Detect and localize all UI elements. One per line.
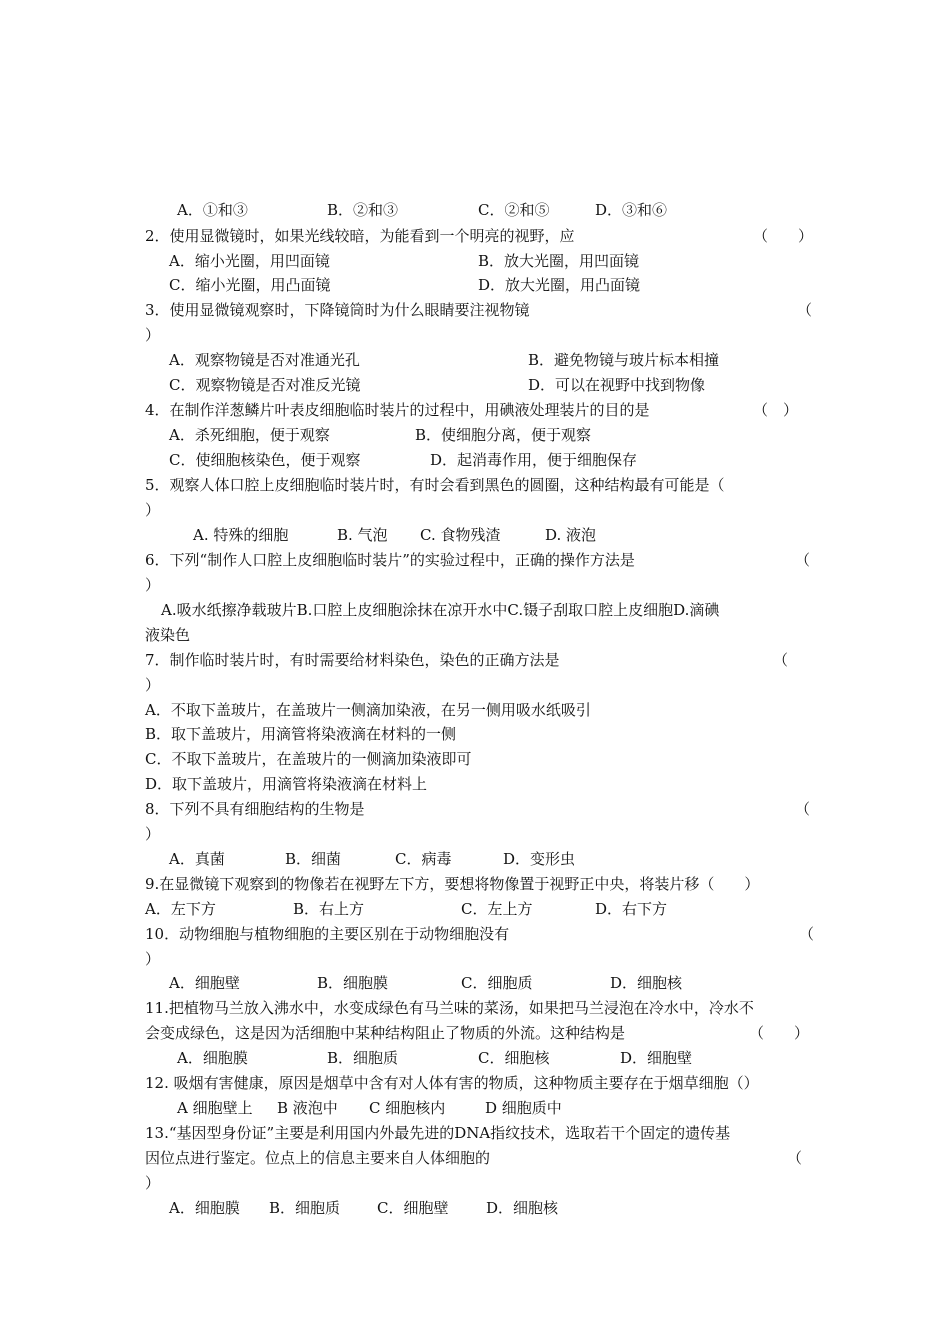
q8-options <box>145 847 813 872</box>
q4-answer-paren: （ ） <box>753 401 799 419</box>
q10-stem: 10．动物细胞与植物细胞的主要区别在于动物细胞没有 <box>145 925 510 943</box>
q2-stem: 2．使用显微镜时，如果光线较暗，为能看到一个明亮的视野，应 <box>145 227 575 245</box>
q9-option-d: D．右下方 <box>595 900 668 918</box>
q7-stem-line <box>145 648 813 673</box>
q3-paren-line <box>145 323 813 348</box>
q10-paren-close: ） <box>145 950 161 968</box>
q12-option-a: A 细胞壁上 <box>177 1099 253 1117</box>
q1-option-d: D．③和⑥ <box>595 201 668 219</box>
q6-options-text-1: A.吸水纸擦净载玻片B.口腔上皮细胞涂抹在凉开水中C.镊子刮取口腔上皮细胞D.滴碘 <box>161 601 720 619</box>
q2-options-row-1 <box>145 249 813 274</box>
q7-paren-close: ） <box>145 676 161 694</box>
q11-option-a: A．细胞膜 <box>177 1049 248 1067</box>
q5-stem-line <box>145 473 813 498</box>
q6-options-line-2 <box>145 623 813 648</box>
q1-options <box>145 198 813 223</box>
q13-option-c: C．细胞壁 <box>377 1199 449 1217</box>
q10-paren-line <box>145 947 813 972</box>
q13-stem-1: 13.“基因型身份证”主要是利用国内外最先进的DNA指纹技术，选取若干个固定的遗传基 <box>145 1124 731 1142</box>
q7-option-a: A．不取下盖玻片，在盖玻片一侧滴加染液，在另一侧用吸水纸吸引 <box>145 701 591 719</box>
q11-answer-paren: （ ） <box>749 1024 810 1042</box>
q9-stem-line <box>145 872 813 897</box>
q7-option-b: B．取下盖玻片，用滴管将染液滴在材料的一侧 <box>145 725 457 743</box>
q8-paren-close: ） <box>145 825 161 843</box>
q4-options-row-1 <box>145 423 813 448</box>
q8-paren-line <box>145 822 813 847</box>
q11-stem-2: 会变成绿色，这是因为活细胞中某种结构阻止了物质的外流。这种结构是 <box>145 1024 626 1042</box>
q10-option-d: D．细胞核 <box>610 974 683 992</box>
q7-paren-open: （ <box>773 651 789 669</box>
q6-paren-open: （ <box>795 551 811 569</box>
q13-paren-open: （ <box>787 1149 803 1167</box>
q11-stem-1: 11.把植物马兰放入沸水中，水变成绿色有马兰味的菜汤，如果把马兰浸泡在冷水中，冷水不 <box>145 999 754 1017</box>
q11-stem-line-2 <box>145 1021 813 1046</box>
q3-option-a: A．观察物镜是否对准通光孔 <box>169 351 360 369</box>
q11-option-d: D．细胞壁 <box>620 1049 693 1067</box>
q5-paren-close: ） <box>145 501 161 519</box>
q3-option-d: D．可以在视野中找到物像 <box>528 376 706 394</box>
q11-stem-line-1 <box>145 996 813 1021</box>
q6-stem-line <box>145 548 813 573</box>
q10-stem-line <box>145 922 813 947</box>
q8-option-d: D．变形虫 <box>503 850 576 868</box>
q2-option-c: C．缩小光圈，用凸面镜 <box>169 276 331 294</box>
q9-option-a: A．左下方 <box>145 900 216 918</box>
q3-option-c: C．观察物镜是否对准反光镜 <box>169 376 361 394</box>
q2-option-b: B．放大光圈，用凹面镜 <box>478 252 640 270</box>
q3-stem: 3．使用显微镜观察时，下降镜筒时为什么眼睛要注视物镜 <box>145 301 530 319</box>
q12-option-c: C 细胞核内 <box>369 1099 446 1117</box>
q1-option-c: C．②和⑤ <box>478 201 550 219</box>
q8-paren-open: （ <box>795 800 811 818</box>
q5-stem: 5．观察人体口腔上皮细胞临时装片时，有时会看到黑色的圆圈，这种结构最有可能是（ <box>145 476 725 494</box>
q3-options-row-2 <box>145 373 813 398</box>
q11-option-c: C．细胞核 <box>478 1049 550 1067</box>
q11-options <box>145 1046 813 1071</box>
q13-stem-line-2 <box>145 1146 813 1171</box>
q4-stem: 4．在制作洋葱鳞片叶表皮细胞临时装片的过程中，用碘液处理装片的目的是 <box>145 401 650 419</box>
q13-stem-2: 因位点进行鉴定。位点上的信息主要来自人体细胞的 <box>145 1149 491 1167</box>
q6-options-line-1 <box>145 598 813 623</box>
q6-options-text-2: 液染色 <box>145 626 191 644</box>
q9-stem: 9.在显微镜下观察到的物像若在视野左下方，要想将物像置于视野正中央，将装片移（ ） <box>145 875 760 893</box>
q13-option-b: B．细胞质 <box>269 1199 341 1217</box>
q1-option-b: B．②和③ <box>327 201 399 219</box>
q6-stem: 6．下列“制作人口腔上皮细胞临时装片”的实验过程中，正确的操作方法是 <box>145 551 635 569</box>
q1-option-a: A．①和③ <box>177 201 248 219</box>
q4-option-b: B．使细胞分离，便于观察 <box>415 426 592 444</box>
q10-option-c: C．细胞质 <box>461 974 533 992</box>
q12-option-b: B 液泡中 <box>277 1099 338 1117</box>
q8-option-a: A．真菌 <box>169 850 225 868</box>
q9-options <box>145 897 813 922</box>
q8-option-c: C．病毒 <box>395 850 452 868</box>
q7-paren-line <box>145 673 813 698</box>
q13-stem-line-1 <box>145 1121 813 1146</box>
q5-paren-line <box>145 498 813 523</box>
q5-option-a: A. 特殊的细胞 <box>193 526 289 544</box>
q13-paren-close: ） <box>145 1174 161 1192</box>
q9-option-c: C．左上方 <box>461 900 533 918</box>
q10-option-b: B．细胞膜 <box>317 974 389 992</box>
q4-option-d: D．起消毒作用，便于细胞保存 <box>430 451 638 469</box>
q13-paren-line <box>145 1171 813 1196</box>
q12-options <box>145 1096 813 1121</box>
q9-option-b: B．右上方 <box>293 900 365 918</box>
q3-option-b: B．避免物镜与玻片标本相撞 <box>528 351 720 369</box>
q7-stem: 7．制作临时装片时，有时需要给材料染色，染色的正确方法是 <box>145 651 560 669</box>
q2-option-d: D．放大光圈，用凸面镜 <box>478 276 641 294</box>
q7-option-d: D．取下盖玻片，用滴管将染液滴在材料上 <box>145 775 428 793</box>
q5-option-b: B. 气泡 <box>337 526 388 544</box>
q10-options <box>145 971 813 996</box>
q7-option-d-line <box>145 772 813 797</box>
q3-stem-line <box>145 298 813 323</box>
q7-option-a-line <box>145 698 813 723</box>
q4-stem-line <box>145 398 813 423</box>
q12-stem-line <box>145 1071 813 1096</box>
q2-stem-line <box>145 224 813 249</box>
q3-paren-open: （ <box>797 301 813 319</box>
q4-option-c: C．使细胞核染色，便于观察 <box>169 451 361 469</box>
q4-option-a: A．杀死细胞，便于观察 <box>169 426 330 444</box>
q2-option-a: A．缩小光圈，用凹面镜 <box>169 252 330 270</box>
q5-option-d: D. 液泡 <box>545 526 597 544</box>
q7-option-b-line <box>145 722 813 747</box>
q8-option-b: B．细菌 <box>285 850 342 868</box>
q13-option-a: A．细胞膜 <box>169 1199 240 1217</box>
q8-stem: 8．下列不具有细胞结构的生物是 <box>145 800 365 818</box>
q6-paren-line <box>145 573 813 598</box>
q12-stem: 12. 吸烟有害健康，原因是烟草中含有对人体有害的物质，这种物质主要存在于烟草细胞（） <box>145 1074 759 1092</box>
q11-option-b: B．细胞质 <box>327 1049 399 1067</box>
q12-option-d: D 细胞质中 <box>485 1099 562 1117</box>
q2-options-row-2 <box>145 273 813 298</box>
q10-paren-open: （ <box>799 925 815 943</box>
q3-paren-close: ） <box>145 326 161 344</box>
q2-answer-paren: （ ） <box>753 227 814 245</box>
q4-options-row-2 <box>145 448 813 473</box>
q5-options <box>145 523 813 548</box>
q7-option-c: C．不取下盖玻片，在盖玻片的一侧滴加染液即可 <box>145 750 472 768</box>
q13-option-d: D．细胞核 <box>486 1199 559 1217</box>
q3-options-row-1 <box>145 348 813 373</box>
q10-option-a: A．细胞壁 <box>169 974 240 992</box>
q8-stem-line <box>145 797 813 822</box>
q5-option-c: C. 食物残渣 <box>420 526 501 544</box>
q13-options <box>145 1196 813 1221</box>
q6-paren-close: ） <box>145 576 161 594</box>
q7-option-c-line <box>145 747 813 772</box>
